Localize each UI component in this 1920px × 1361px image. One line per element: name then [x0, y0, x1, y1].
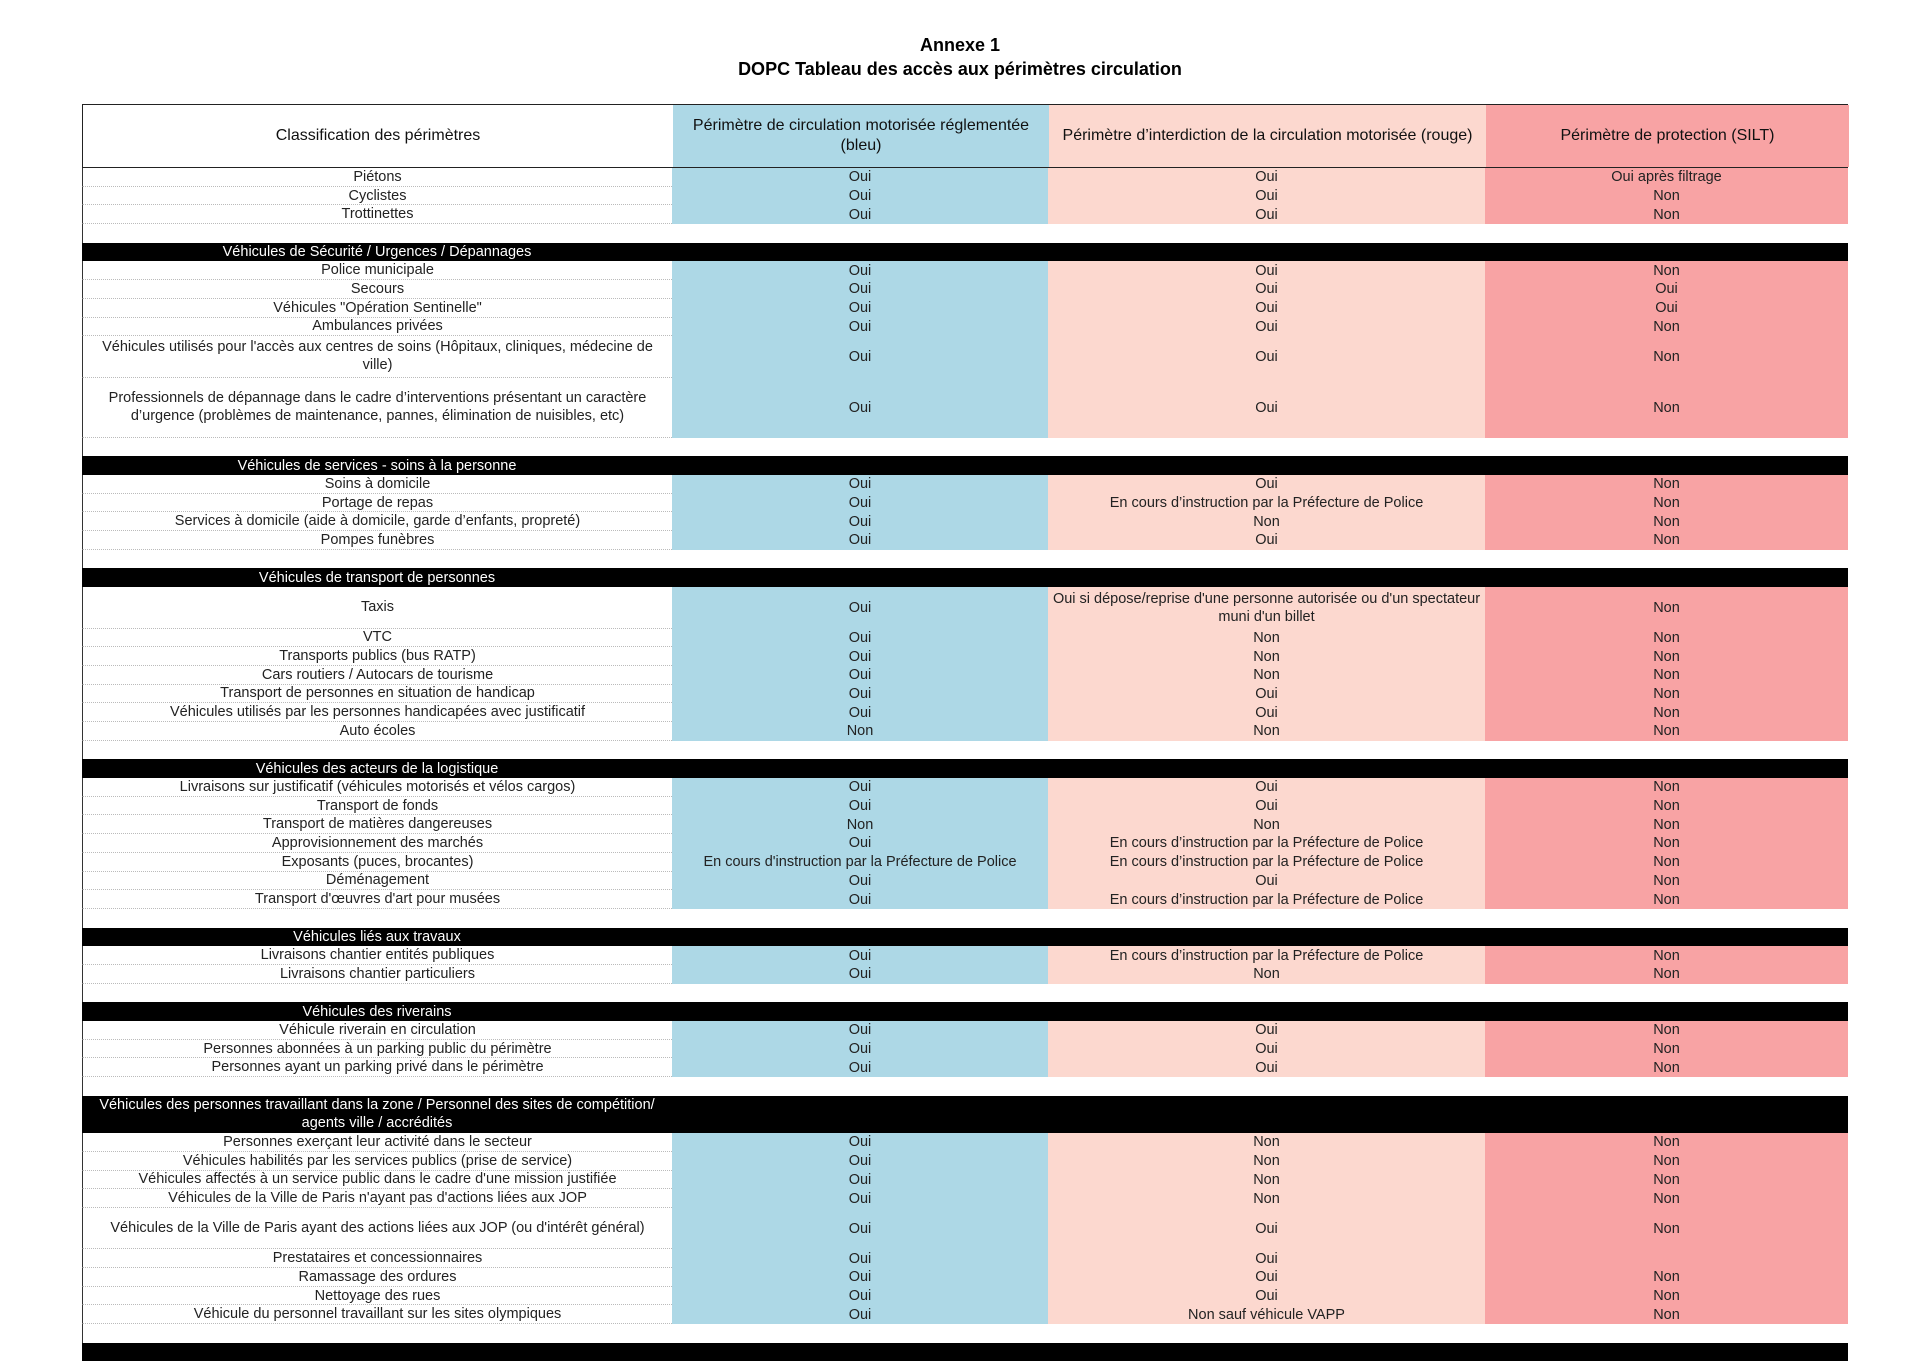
- row-silt: Non: [1485, 1305, 1848, 1324]
- row-rouge: Oui: [1048, 168, 1485, 187]
- table-row: [82, 587, 1848, 628]
- table-row: [82, 1208, 1848, 1249]
- row-rouge: Oui: [1048, 872, 1485, 891]
- annex-label: Annexe 1: [919, 35, 1001, 55]
- row-bleu: Oui: [672, 965, 1048, 984]
- row-category: Auto écoles: [82, 722, 672, 741]
- row-rouge: Oui: [1048, 1058, 1485, 1077]
- row-rouge: En cours d’instruction par la Préfecture de Police: [1048, 853, 1485, 872]
- row-bleu: Oui: [672, 261, 1048, 280]
- row-category: Véhicule riverain en circulation: [82, 1021, 672, 1040]
- row-category: Transport de matières dangereuses: [82, 815, 672, 834]
- group-spacer: [82, 1077, 1848, 1096]
- row-category: Ambulances privées: [82, 318, 672, 337]
- row-category: Transport d'œuvres d'art pour musées: [82, 890, 672, 909]
- row-category: VTC: [82, 629, 672, 648]
- row-rouge: Non: [1048, 1152, 1485, 1171]
- table-body: [82, 168, 1848, 1361]
- table-row: [82, 666, 1848, 685]
- row-silt: Non: [1485, 531, 1848, 550]
- row-rouge: Oui: [1048, 378, 1485, 438]
- section-title: Véhicules liés aux travaux: [293, 928, 461, 945]
- row-bleu: Oui: [672, 834, 1048, 853]
- table-row: [82, 797, 1848, 816]
- table-row: [82, 299, 1848, 318]
- row-silt: Non: [1485, 797, 1848, 816]
- row-silt: Non: [1485, 187, 1848, 206]
- row-silt: Non: [1485, 1189, 1848, 1208]
- table-row: [82, 853, 1848, 872]
- row-category: Véhicules "Opération Sentinelle": [82, 299, 672, 318]
- table-row: [82, 318, 1848, 337]
- header-perimetre-silt: Périmètre de protection (SILT): [1486, 105, 1849, 167]
- row-category: Soins à domicile: [82, 475, 672, 494]
- row-category: Véhicules utilisés pour l'accès aux centres de soins (Hôpitaux, cliniques, médecine de ville): [82, 336, 672, 377]
- row-silt: Non: [1485, 890, 1848, 909]
- row-silt: Non: [1485, 1021, 1848, 1040]
- row-bleu: Oui: [672, 647, 1048, 666]
- row-silt: Non: [1485, 685, 1848, 704]
- group-spacer: [82, 984, 1848, 1003]
- table-row: [82, 378, 1848, 438]
- row-rouge: Non: [1048, 666, 1485, 685]
- row-silt: Non: [1485, 475, 1848, 494]
- table-row: [82, 834, 1848, 853]
- table-row: [82, 685, 1848, 704]
- row-silt: Non: [1485, 318, 1848, 337]
- row-bleu: Oui: [672, 666, 1048, 685]
- row-rouge: Non sauf véhicule VAPP: [1048, 1305, 1485, 1324]
- row-rouge: Non: [1048, 1171, 1485, 1190]
- row-bleu: Oui: [672, 280, 1048, 299]
- table-row: [82, 205, 1848, 224]
- table-row: [82, 647, 1848, 666]
- row-silt: Oui: [1485, 299, 1848, 318]
- row-bleu: Oui: [672, 299, 1048, 318]
- row-bleu: Oui: [672, 512, 1048, 531]
- row-silt: Non: [1485, 703, 1848, 722]
- row-bleu: En cours d'instruction par la Préfecture de Police: [672, 853, 1048, 872]
- row-bleu: Oui: [672, 205, 1048, 224]
- row-rouge: Non: [1048, 647, 1485, 666]
- row-rouge: En cours d’instruction par la Préfecture de Police: [1048, 890, 1485, 909]
- row-bleu: Oui: [672, 1249, 1048, 1268]
- row-bleu: Oui: [672, 587, 1048, 628]
- table-row: [82, 1058, 1848, 1077]
- row-category: Cars routiers / Autocars de tourisme: [82, 666, 672, 685]
- row-bleu: Oui: [672, 872, 1048, 891]
- group-spacer: [82, 741, 1848, 760]
- group-spacer: [82, 438, 1848, 457]
- row-silt: Non: [1485, 1040, 1848, 1059]
- table-row: [82, 1189, 1848, 1208]
- table-row: [82, 872, 1848, 891]
- header-classification: Classification des périmètres: [275, 127, 481, 144]
- table-row: [82, 1287, 1848, 1306]
- row-category: Exposants (puces, brocantes): [82, 853, 672, 872]
- row-category: Déménagement: [82, 872, 672, 891]
- row-category: Transports publics (bus RATP): [82, 647, 672, 666]
- row-category: Taxis: [82, 587, 672, 628]
- row-category: Personnes ayant un parking privé dans le périmètre: [82, 1058, 672, 1077]
- row-bleu: Oui: [672, 1152, 1048, 1171]
- row-silt: Non: [1485, 778, 1848, 797]
- row-rouge: Non: [1048, 1133, 1485, 1152]
- table-row: [82, 336, 1848, 377]
- table-row: [82, 187, 1848, 206]
- row-bleu: Oui: [672, 685, 1048, 704]
- row-rouge: En cours d’instruction par la Préfecture de Police: [1048, 494, 1485, 513]
- row-category: Livraisons sur justificatif (véhicules motorisés et vélos cargos): [82, 778, 672, 797]
- section-header: [82, 456, 1848, 475]
- row-silt: Non: [1485, 205, 1848, 224]
- row-silt: Non: [1485, 666, 1848, 685]
- table-row: [82, 1171, 1848, 1190]
- row-category: Trottinettes: [82, 205, 672, 224]
- row-rouge: Oui: [1048, 336, 1485, 377]
- group-spacer: [82, 224, 1848, 243]
- table-row: [82, 890, 1848, 909]
- row-silt: Non: [1485, 336, 1848, 377]
- row-silt: Non: [1485, 629, 1848, 648]
- section-header: [82, 243, 1848, 262]
- table-row: [82, 1040, 1848, 1059]
- row-rouge: En cours d’instruction par la Préfecture de Police: [1048, 834, 1485, 853]
- row-silt: Non: [1485, 1171, 1848, 1190]
- group-spacer: [82, 550, 1848, 569]
- table-row: [82, 946, 1848, 965]
- table-row: [82, 778, 1848, 797]
- row-rouge: Oui: [1048, 1208, 1485, 1249]
- section-title: Véhicules de services - soins à la personne: [237, 457, 517, 474]
- row-bleu: Oui: [672, 378, 1048, 438]
- row-category: Véhicules habilités par les services publics (prise de service): [82, 1152, 672, 1171]
- row-category: Véhicules de la Ville de Paris n'ayant pas d'actions liées aux JOP: [82, 1189, 672, 1208]
- row-silt: Non: [1485, 1133, 1848, 1152]
- section-header: [82, 759, 1848, 778]
- table-row: [82, 531, 1848, 550]
- row-category: Véhicules de la Ville de Paris ayant des actions liées aux JOP (ou d'intérêt général): [82, 1208, 672, 1249]
- row-category: Approvisionnement des marchés: [82, 834, 672, 853]
- table-row: [82, 168, 1848, 187]
- row-category: Professionnels de dépannage dans le cadre d’interventions présentant un caractère d’urgence (problèmes de maintenance, pannes, élimination de nuisibles, etc): [82, 378, 672, 438]
- table-row: [82, 1133, 1848, 1152]
- row-silt: Non: [1485, 834, 1848, 853]
- row-bleu: Oui: [672, 494, 1048, 513]
- row-category: Véhicules affectés à un service public dans le cadre d'une mission justifiée: [82, 1171, 672, 1190]
- row-bleu: Oui: [672, 1305, 1048, 1324]
- table-row: [82, 815, 1848, 834]
- row-rouge: Oui: [1048, 1021, 1485, 1040]
- row-silt: Oui: [1485, 280, 1848, 299]
- row-rouge: Oui: [1048, 261, 1485, 280]
- row-bleu: Oui: [672, 318, 1048, 337]
- section-title: Véhicules de transport de personnes: [258, 569, 496, 586]
- row-category: Transport de fonds: [82, 797, 672, 816]
- row-bleu: Oui: [672, 168, 1048, 187]
- row-bleu: Oui: [672, 1268, 1048, 1287]
- table-row: [82, 475, 1848, 494]
- table-row: [82, 965, 1848, 984]
- row-silt: Oui après filtrage: [1485, 168, 1848, 187]
- row-bleu: Oui: [672, 629, 1048, 648]
- row-category: Livraisons chantier particuliers: [82, 965, 672, 984]
- table-row: [82, 1305, 1848, 1324]
- row-category: Livraisons chantier entités publiques: [82, 946, 672, 965]
- section-header: [82, 1002, 1848, 1021]
- group-spacer: [82, 1324, 1848, 1343]
- row-rouge: Non: [1048, 965, 1485, 984]
- row-category: Portage de repas: [82, 494, 672, 513]
- row-rouge: Non: [1048, 1189, 1485, 1208]
- row-rouge: Oui: [1048, 318, 1485, 337]
- row-bleu: Oui: [672, 531, 1048, 550]
- row-silt: Non: [1485, 1058, 1848, 1077]
- row-bleu: Oui: [672, 1021, 1048, 1040]
- row-silt: Non: [1485, 512, 1848, 531]
- row-rouge: Oui: [1048, 685, 1485, 704]
- row-bleu: Oui: [672, 946, 1048, 965]
- row-silt: Non: [1485, 946, 1848, 965]
- section-title: Véhicules des personnes travaillant dans la zone / Personnel des sites de compétition/ agents ville / accrédités: [99, 1097, 655, 1132]
- table-row: [82, 703, 1848, 722]
- row-silt: Non: [1485, 1287, 1848, 1306]
- row-silt: Non: [1485, 587, 1848, 628]
- row-rouge: Non: [1048, 629, 1485, 648]
- row-category: Prestataires et concessionnaires: [82, 1249, 672, 1268]
- row-silt: Non: [1485, 853, 1848, 872]
- row-rouge: Oui: [1048, 1040, 1485, 1059]
- row-category: Véhicules utilisés par les personnes handicapées avec justificatif: [82, 703, 672, 722]
- section-header: [82, 568, 1848, 587]
- row-bleu: Non: [672, 815, 1048, 834]
- row-rouge: Oui: [1048, 1268, 1485, 1287]
- table-row: [82, 1152, 1848, 1171]
- row-silt: Non: [1485, 872, 1848, 891]
- page-title: DOPC Tableau des accès aux périmètres circulation: [738, 59, 1182, 79]
- row-category: Pompes funèbres: [82, 531, 672, 550]
- group-spacer: [82, 909, 1848, 928]
- row-silt: [1485, 1249, 1848, 1268]
- row-rouge: Oui si dépose/reprise d'une personne autorisée ou d'un spectateur muni d'un billet: [1048, 587, 1485, 628]
- row-bleu: Oui: [672, 1189, 1048, 1208]
- row-rouge: Oui: [1048, 778, 1485, 797]
- row-category: Véhicule du personnel travaillant sur les sites olympiques: [82, 1305, 672, 1324]
- section-title: Véhicules de Sécurité / Urgences / Dépannages: [222, 244, 532, 261]
- row-bleu: Non: [672, 722, 1048, 741]
- row-silt: Non: [1485, 965, 1848, 984]
- row-rouge: Oui: [1048, 299, 1485, 318]
- row-silt: Non: [1485, 494, 1848, 513]
- page-number: Page 1: [942, 1346, 978, 1358]
- row-rouge: Oui: [1048, 205, 1485, 224]
- table-row: [82, 722, 1848, 741]
- row-bleu: Oui: [672, 1171, 1048, 1190]
- row-rouge: Oui: [1048, 531, 1485, 550]
- section-header: [82, 1096, 1848, 1133]
- row-category: Personnes exerçant leur activité dans le secteur: [82, 1133, 672, 1152]
- row-rouge: Oui: [1048, 703, 1485, 722]
- table-row: [82, 1249, 1848, 1268]
- header-perimetre-rouge: Périmètre d’interdiction de la circulation motorisée (rouge): [1049, 105, 1486, 167]
- table-row: [82, 280, 1848, 299]
- row-bleu: Oui: [672, 778, 1048, 797]
- row-bleu: Oui: [672, 1133, 1048, 1152]
- row-bleu: Oui: [672, 187, 1048, 206]
- row-bleu: Oui: [672, 890, 1048, 909]
- table-row: [82, 494, 1848, 513]
- header-perimetre-bleu: Périmètre de circulation motorisée réglementée (bleu): [673, 105, 1049, 167]
- row-category: Secours: [82, 280, 672, 299]
- row-silt: Non: [1485, 647, 1848, 666]
- row-rouge: Non: [1048, 815, 1485, 834]
- row-rouge: En cours d’instruction par la Préfecture de Police: [1048, 946, 1485, 965]
- row-bleu: Oui: [672, 1058, 1048, 1077]
- row-silt: Non: [1485, 261, 1848, 280]
- row-rouge: Non: [1048, 512, 1485, 531]
- row-rouge: Oui: [1048, 475, 1485, 494]
- row-silt: Non: [1485, 1268, 1848, 1287]
- row-category: Nettoyage des rues: [82, 1287, 672, 1306]
- row-category: Transport de personnes en situation de handicap: [82, 685, 672, 704]
- row-rouge: Oui: [1048, 1287, 1485, 1306]
- row-silt: Non: [1485, 1152, 1848, 1171]
- row-category: Cyclistes: [82, 187, 672, 206]
- row-silt: Non: [1485, 378, 1848, 438]
- section-header: [82, 928, 1848, 947]
- row-rouge: Oui: [1048, 187, 1485, 206]
- row-bleu: Oui: [672, 1287, 1048, 1306]
- row-silt: Non: [1485, 1208, 1848, 1249]
- row-rouge: Non: [1048, 722, 1485, 741]
- section-title: Véhicules des riverains: [302, 1003, 452, 1020]
- table-row: [82, 1021, 1848, 1040]
- row-bleu: Oui: [672, 797, 1048, 816]
- row-category: Piétons: [82, 168, 672, 187]
- row-silt: Non: [1485, 815, 1848, 834]
- row-category: Personnes abonnées à un parking public du périmètre: [82, 1040, 672, 1059]
- row-category: Ramassage des ordures: [82, 1268, 672, 1287]
- row-silt: Non: [1485, 722, 1848, 741]
- table-row: [82, 1268, 1848, 1287]
- table-row: [82, 512, 1848, 531]
- table-row: [82, 629, 1848, 648]
- row-rouge: Oui: [1048, 280, 1485, 299]
- row-bleu: Oui: [672, 1208, 1048, 1249]
- row-bleu: Oui: [672, 336, 1048, 377]
- row-bleu: Oui: [672, 1040, 1048, 1059]
- row-rouge: Oui: [1048, 1249, 1485, 1268]
- row-category: Services à domicile (aide à domicile, garde d’enfants, propreté): [82, 512, 672, 531]
- table-row: [82, 261, 1848, 280]
- row-category: Police municipale: [82, 261, 672, 280]
- section-title: Véhicules des acteurs de la logistique: [255, 760, 499, 777]
- row-bleu: Oui: [672, 475, 1048, 494]
- access-table: [82, 104, 1848, 1361]
- table-header: [82, 104, 1848, 168]
- row-rouge: Oui: [1048, 797, 1485, 816]
- row-bleu: Oui: [672, 703, 1048, 722]
